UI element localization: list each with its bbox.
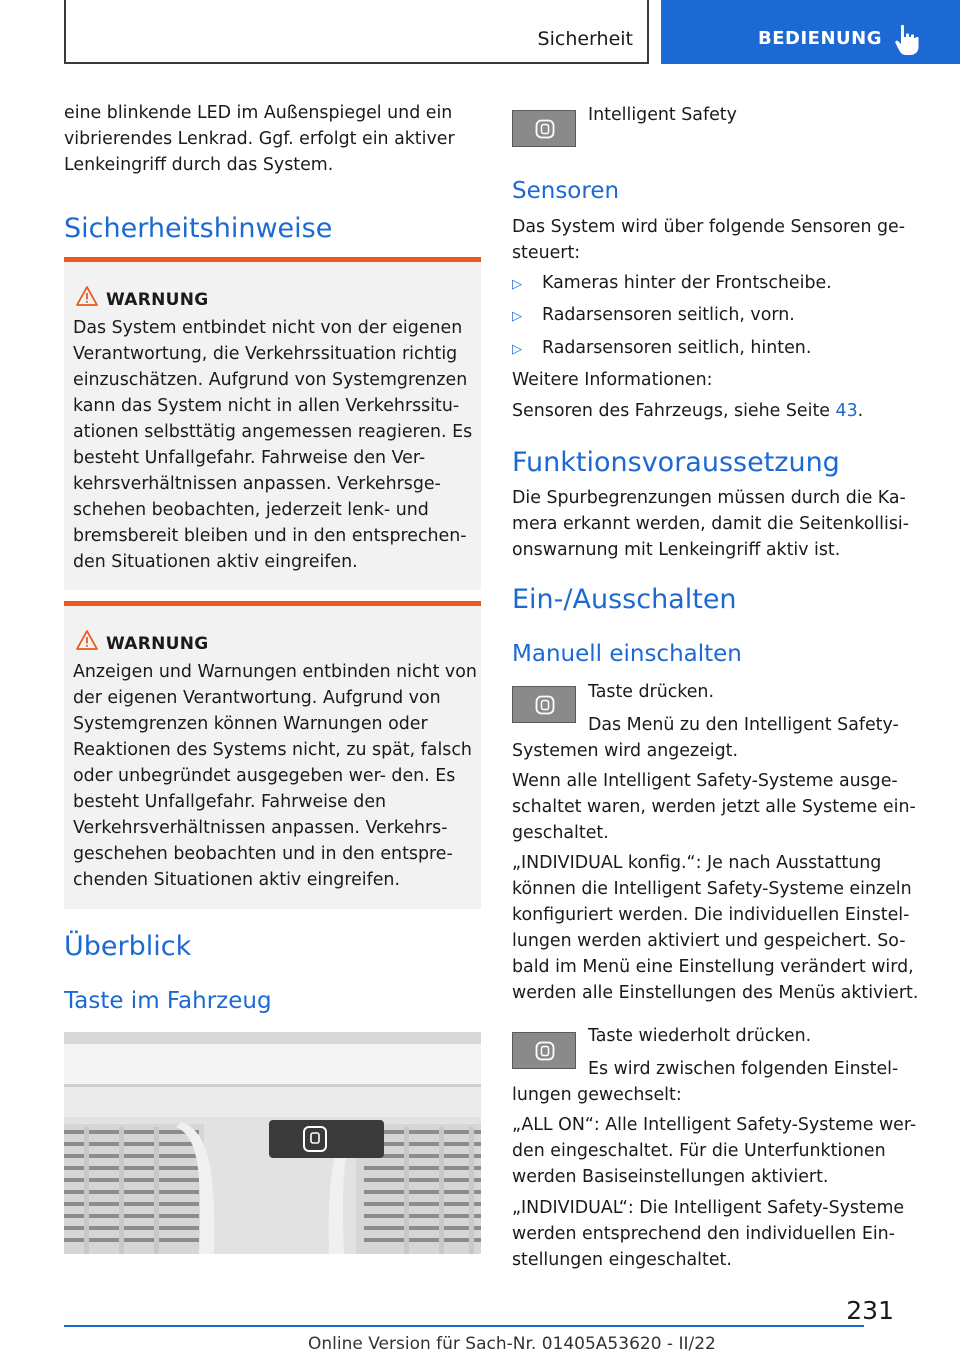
individual-konfig-text: „INDIVIDUAL konfig.“: Je nach Ausstattung können die Intelligent Safety-Systeme einzeln konfiguriert werden. Die individuellen Einstel- lungen werden aktiviert und gespeichert. So- bald im Menü eine Einstellung verändert wird, werden alle Einstellungen des Menüs aktiviert. (512, 853, 919, 1003)
function-requirement-text: Die Spurbegrenzungen müssen durch die Ka- mera erkannt werden, damit die Seitenkollisi- onswarnung mit Lenkeingriff aktiv ist. (512, 488, 909, 560)
button-label-intelligent-safety: Intelligent Safety (588, 105, 737, 125)
press-button-text: Taste drücken. (588, 682, 714, 702)
pointing-hand-icon (893, 24, 921, 56)
intelligent-safety-button-icon (512, 110, 576, 147)
menu-shown-text: Das Menü zu den Intelligent Safety- Systemen wird angezeigt. (512, 715, 899, 761)
sensors-text: Das System wird über folgende Sensoren ge- steuert: (512, 217, 906, 263)
list-item: ▷ Radarsensoren seitlich, hinten. (512, 335, 811, 363)
bullet-triangle-icon: ▷ (512, 277, 522, 292)
heading-button-in-vehicle: Taste im Fahrzeug (64, 988, 272, 1014)
individual-text: „INDIVIDUAL“: Die Intelligent Safety-Systeme werden entsprechend den individuellen Ein- stellungen eingeschaltet. (512, 1198, 905, 1270)
heading-switch-on-off: Ein-/Ausschalten (512, 584, 737, 615)
page-number: 231 (846, 1296, 894, 1325)
heading-safety: Sicherheitshinweise (64, 213, 333, 244)
page-link-43[interactable]: 43 (835, 401, 858, 421)
heading-manual-switch-on: Manuell einschalten (512, 641, 742, 667)
warning-text-2: Anzeigen und Warnungen entbinden nicht von der eigenen Verantwortung. Aufgrund von Systemgrenzen können Warnungen oder Reaktionen des Systems nicht, zu spät, falsch oder unbegründet ausgegeben wer- den. Es besteht Unfallgefahr. Fahrweise den Verkehrsverhältnissen anpassen. Verkehrs- geschehen beobachten und in den entspre- chenden Situationen aktiv eingreifen. (73, 662, 477, 890)
header-section-title: Sicherheit (537, 28, 633, 50)
header-section-box (64, 0, 649, 64)
press-repeat-text: Taste wiederholt drücken. (588, 1026, 812, 1046)
vehicle-button-photo (64, 1032, 481, 1254)
heading-function-requirement: Funktionsvoraussetzung (512, 447, 840, 478)
bullet-triangle-icon: ▷ (512, 309, 522, 324)
heading-sensors: Sensoren (512, 178, 620, 204)
intro-paragraph: eine blinkende LED im Außenspiegel und ein vibrierendes Lenkrad. Ggf. erfolgt ein aktiver Lenkeingriff durch das System. (64, 103, 455, 175)
switch-between-text: Es wird zwischen folgenden Einstel- lungen gewechselt: (512, 1059, 899, 1105)
all-on-text: „ALL ON“: Alle Intelligent Safety-Systeme wer- den eingeschaltet. Für die Unterfunktionen werden Basiseinstellungen aktiviert. (512, 1115, 917, 1187)
online-version-text: Online Version für Sach-Nr. 01405A53620 - II/22 (308, 1334, 716, 1354)
list-item: ▷ Kameras hinter der Frontscheibe. (512, 270, 832, 298)
warning-triangle-icon (76, 285, 98, 307)
warning-box-1 (64, 257, 481, 590)
warning-title-2: WARNUNG (106, 634, 209, 654)
warning-triangle-icon (76, 629, 98, 651)
bullet-triangle-icon: ▷ (512, 342, 522, 357)
all-off-text: Wenn alle Intelligent Safety-Systeme ausge- schaltet waren, werden jetzt alle Systeme ein- geschaltet. (512, 771, 916, 843)
warning-box-2 (64, 601, 481, 909)
warning-text-1: Das System entbindet nicht von der eigenen Verantwortung, die Verkehrssituation richtig einzuschätzen. Aufgrund von Systemgrenzen kann das System nicht in allen Verkehrssitu- ationen selbsttätig angemessen reagieren. Es besteht Unfallgefahr. Fahrweise den Ver- kehrsverhältnissen anpassen. Verkehrsge- schehen beobachten, jederzeit lenk- und bremsbereit bleiben und in den entsprechen- den Situationen aktiv eingreifen. (73, 318, 473, 572)
see-page-reference: Sensoren des Fahrzeugs, siehe Seite 43. (512, 401, 864, 421)
header-tab-label: BEDIENUNG (758, 28, 882, 49)
header-tab-bedienung[interactable] (661, 0, 960, 64)
footer-divider (64, 1325, 864, 1327)
heading-overview: Überblick (64, 931, 192, 962)
warning-title-1: WARNUNG (106, 290, 209, 310)
more-info-label: Weitere Informationen: (512, 370, 713, 390)
list-item: ▷ Radarsensoren seitlich, vorn. (512, 302, 795, 330)
